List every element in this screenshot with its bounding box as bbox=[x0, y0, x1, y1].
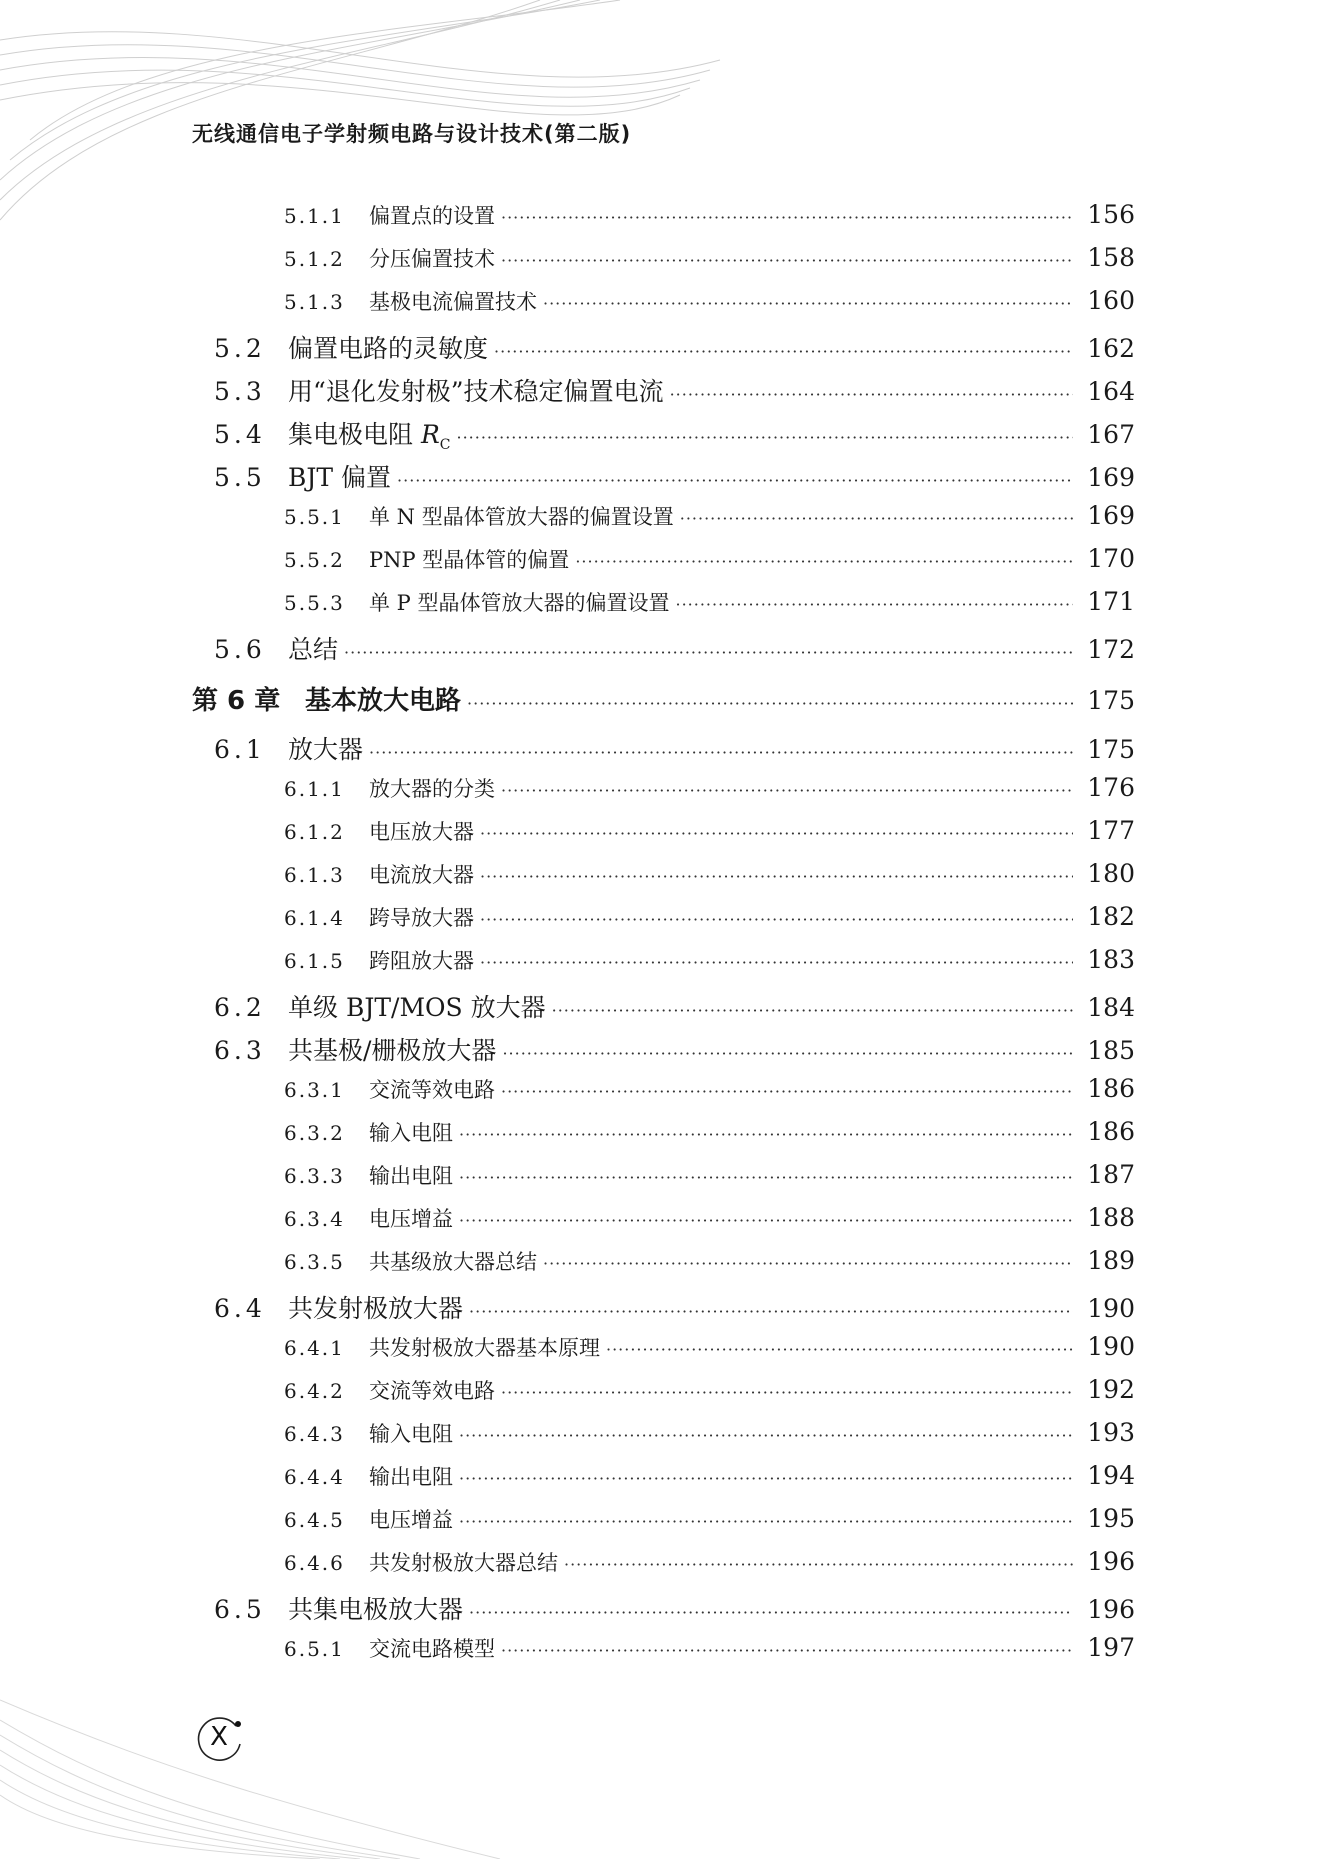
toc-entry-number: 6.4 bbox=[214, 1294, 266, 1323]
toc-entry[interactable] bbox=[0, 630, 1331, 666]
toc-leader-dots bbox=[480, 953, 1073, 972]
toc-leader-dots bbox=[502, 1044, 1073, 1063]
toc-entry[interactable] bbox=[0, 988, 1331, 1024]
toc-entry-title-text: 交流等效电路 bbox=[369, 1078, 495, 1102]
toc-entry-page: 187 bbox=[1087, 1160, 1135, 1189]
toc-leader-dots bbox=[501, 1641, 1073, 1660]
toc-entry[interactable] bbox=[0, 458, 1331, 494]
toc-entry-title-text: 基极电流偏置技术 bbox=[369, 290, 537, 314]
toc-entry[interactable] bbox=[0, 680, 1331, 717]
toc-entry-page: 176 bbox=[1087, 773, 1135, 802]
toc-leader-dots bbox=[680, 509, 1073, 528]
toc-entry-title-text: 集电极电阻 R bbox=[288, 420, 440, 449]
toc-entry-number: 6.1.4 bbox=[284, 906, 345, 930]
toc-entry[interactable] bbox=[0, 1289, 1331, 1325]
toc-leader-dots bbox=[552, 1001, 1073, 1020]
bottom-swoosh bbox=[0, 1700, 500, 1859]
toc-entry-number: 6.3.5 bbox=[284, 1250, 345, 1274]
toc-entry[interactable] bbox=[0, 730, 1331, 766]
toc-entry-title-text: 输入电阻 bbox=[369, 1121, 453, 1145]
toc-entry[interactable] bbox=[0, 1031, 1331, 1067]
toc-entry[interactable] bbox=[0, 1375, 1331, 1405]
toc-entry-number: 6.3.3 bbox=[284, 1164, 345, 1188]
top-swoosh bbox=[0, 0, 720, 220]
toc-entry-title bbox=[288, 1289, 463, 1325]
toc-leader-dots bbox=[564, 1555, 1073, 1574]
toc-entry[interactable] bbox=[0, 773, 1331, 803]
toc-entry-title bbox=[369, 544, 569, 574]
toc-leader-dots bbox=[459, 1125, 1073, 1144]
toc-entry-number: 6.1 bbox=[214, 735, 266, 764]
toc-entry-title bbox=[369, 859, 474, 889]
toc-entry[interactable] bbox=[0, 415, 1331, 453]
toc-entry-title-text: 共基级放大器总结 bbox=[369, 1250, 537, 1274]
toc-entry-title-text: 电压增益 bbox=[369, 1207, 453, 1231]
toc-entry[interactable] bbox=[0, 1332, 1331, 1362]
toc-entry-page: 196 bbox=[1087, 1547, 1135, 1576]
toc-entry-title bbox=[369, 1461, 453, 1491]
toc-entry-number: 6.2 bbox=[214, 993, 266, 1022]
toc-leader-dots bbox=[459, 1469, 1073, 1488]
toc-entry-page: 162 bbox=[1087, 334, 1135, 363]
toc-entry-title-text: 输出电阻 bbox=[369, 1465, 453, 1489]
toc-entry[interactable] bbox=[0, 501, 1331, 531]
toc-entry-title-text: 分压偏置技术 bbox=[369, 247, 495, 271]
toc-leader-dots bbox=[480, 867, 1073, 886]
toc-entry-title-text: 单 N 型晶体管放大器的偏置设置 bbox=[369, 505, 674, 529]
toc-leader-dots bbox=[543, 294, 1073, 313]
toc-leader-dots bbox=[575, 552, 1073, 571]
toc-entry-number: 6.5 bbox=[214, 1595, 266, 1624]
toc-entry-page: 184 bbox=[1087, 993, 1135, 1022]
toc-leader-dots bbox=[501, 781, 1073, 800]
toc-entry-title-text: 跨阻放大器 bbox=[369, 949, 474, 973]
toc-entry-title bbox=[288, 372, 664, 408]
toc-entry-page: 169 bbox=[1087, 501, 1135, 530]
toc-entry-title-text: 跨导放大器 bbox=[369, 906, 474, 930]
toc-entry-title bbox=[369, 1160, 453, 1190]
toc-entry-title bbox=[288, 630, 338, 666]
toc-entry-number: 第 6 章 bbox=[192, 686, 281, 716]
toc-entry[interactable] bbox=[0, 1160, 1331, 1190]
toc-entry[interactable] bbox=[0, 1547, 1331, 1577]
toc-entry-page: 156 bbox=[1087, 200, 1135, 229]
toc-entry-number: 6.1.2 bbox=[284, 820, 345, 844]
toc-leader-dots bbox=[397, 471, 1073, 490]
toc-entry-number: 5.1.1 bbox=[284, 204, 345, 228]
toc-entry-page: 175 bbox=[1087, 735, 1135, 764]
toc-entry-number: 5.4 bbox=[214, 420, 266, 449]
toc-entry-number: 6.4.5 bbox=[284, 1508, 345, 1532]
toc-entry-title-text: 偏置点的设置 bbox=[369, 204, 495, 228]
toc-entry[interactable] bbox=[0, 587, 1331, 617]
toc-entry[interactable] bbox=[0, 1633, 1331, 1663]
toc-entry-number: 5.5.2 bbox=[284, 548, 345, 572]
toc-entry-title bbox=[288, 730, 363, 766]
toc-entry-page: 175 bbox=[1087, 686, 1135, 715]
toc-leader-dots bbox=[480, 910, 1073, 929]
toc-leader-dots bbox=[501, 1383, 1073, 1402]
toc-entry-title-text: 偏置电路的灵敏度 bbox=[288, 334, 489, 363]
toc-entry-page: 196 bbox=[1087, 1595, 1135, 1624]
toc-entry[interactable] bbox=[0, 945, 1331, 975]
toc-entry-title-text: 输入电阻 bbox=[369, 1422, 453, 1446]
toc-entry-title bbox=[369, 902, 474, 932]
toc-entry-title-subscript: C bbox=[439, 437, 451, 453]
toc-entry-title bbox=[369, 1332, 600, 1362]
toc-leader-dots bbox=[369, 743, 1073, 762]
toc-entry-page: 180 bbox=[1087, 859, 1135, 888]
toc-entry-title bbox=[288, 458, 391, 494]
toc-entry-number: 6.4.4 bbox=[284, 1465, 345, 1489]
toc-entry-title-text: 交流电路模型 bbox=[369, 1637, 495, 1661]
toc-entry-title-text: 电流放大器 bbox=[369, 863, 474, 887]
toc-leader-dots bbox=[467, 694, 1073, 713]
toc-entry-page: 185 bbox=[1087, 1036, 1135, 1065]
toc-entry-title-text: BJT 偏置 bbox=[288, 463, 392, 492]
toc-entry-page: 194 bbox=[1087, 1461, 1135, 1490]
toc-leader-dots bbox=[459, 1211, 1073, 1230]
toc-entry[interactable] bbox=[0, 1203, 1331, 1233]
toc-leader-dots bbox=[480, 824, 1073, 843]
toc-entry-title-text: 总结 bbox=[288, 635, 339, 664]
toc-entry-number: 6.4.2 bbox=[284, 1379, 345, 1403]
toc-entry-title-text: 电压放大器 bbox=[369, 820, 474, 844]
toc-entry-number: 6.4.3 bbox=[284, 1422, 345, 1446]
toc-entry-number: 6.4.6 bbox=[284, 1551, 345, 1575]
toc-entry-title bbox=[369, 587, 669, 617]
toc-entry-number: 6.4.1 bbox=[284, 1336, 345, 1360]
toc-entry-page: 170 bbox=[1087, 544, 1135, 573]
toc-entry-title bbox=[369, 816, 474, 846]
toc-leader-dots bbox=[459, 1426, 1073, 1445]
toc-entry-title-text: 共发射极放大器 bbox=[288, 1294, 464, 1323]
toc-leader-dots bbox=[501, 1082, 1073, 1101]
toc-entry[interactable] bbox=[0, 372, 1331, 408]
toc-entry-title bbox=[288, 988, 546, 1024]
toc-entry-title-text: 用“退化发射极”技术稳定偏置电流 bbox=[288, 377, 664, 406]
toc-entry-number: 6.1.3 bbox=[284, 863, 345, 887]
toc-entry-number: 5.1.3 bbox=[284, 290, 345, 314]
toc-entry-title bbox=[369, 1504, 453, 1534]
toc-entry[interactable] bbox=[0, 286, 1331, 316]
toc-entry[interactable] bbox=[0, 1461, 1331, 1491]
toc-entry-title-text: 共集电极放大器 bbox=[288, 1595, 464, 1624]
toc-entry-title bbox=[288, 1590, 463, 1626]
toc-entry[interactable] bbox=[0, 544, 1331, 574]
toc-entry-title-text: 共发射极放大器总结 bbox=[369, 1551, 558, 1575]
toc-entry-title-text: 共基极/栅极放大器 bbox=[288, 1036, 497, 1065]
toc-entry-page: 189 bbox=[1087, 1246, 1135, 1275]
toc-entry-page: 190 bbox=[1087, 1332, 1135, 1361]
toc-entry-title bbox=[369, 773, 495, 803]
toc-entry-number: 5.3 bbox=[214, 377, 266, 406]
toc-entry-page: 167 bbox=[1087, 420, 1135, 449]
toc-leader-dots bbox=[606, 1340, 1073, 1359]
toc-entry-title bbox=[369, 200, 495, 230]
toc-entry-number: 6.3.4 bbox=[284, 1207, 345, 1231]
toc-entry-title-text: 交流等效电路 bbox=[369, 1379, 495, 1403]
toc-entry-title-symbol: R bbox=[420, 420, 440, 449]
toc-entry-page: 160 bbox=[1087, 286, 1135, 315]
running-header: 无线通信电子学射频电路与设计技术(第二版) bbox=[192, 122, 632, 146]
toc-entry-title bbox=[288, 1031, 496, 1067]
toc-entry-page: 164 bbox=[1087, 377, 1135, 406]
toc-entry-title-text: 单级 BJT/MOS 放大器 bbox=[288, 993, 546, 1022]
toc-entry-number: 5.2 bbox=[214, 334, 266, 363]
toc-entry-number: 5.5.1 bbox=[284, 505, 345, 529]
toc-entry-number: 6.3.1 bbox=[284, 1078, 345, 1102]
toc-entry[interactable] bbox=[0, 1117, 1331, 1147]
toc-entry-page: 186 bbox=[1087, 1117, 1135, 1146]
toc-entry-title bbox=[369, 1246, 537, 1276]
toc-entry-title bbox=[369, 286, 537, 316]
toc-entry-title-text: 单 P 型晶体管放大器的偏置设置 bbox=[369, 591, 670, 615]
toc-entry-number: 6.1.5 bbox=[284, 949, 345, 973]
toc-entry-page: 190 bbox=[1087, 1294, 1135, 1323]
toc-entry-title bbox=[288, 415, 451, 453]
toc-entry-title bbox=[369, 501, 674, 531]
toc-entry-page: 197 bbox=[1087, 1633, 1135, 1662]
toc-entry-title-text: 放大器 bbox=[288, 735, 364, 764]
toc-entry-number: 5.6 bbox=[214, 635, 266, 664]
page-folio bbox=[196, 1714, 248, 1766]
toc-entry-title-text: 放大器的分类 bbox=[369, 777, 495, 801]
toc-leader-dots bbox=[457, 428, 1074, 447]
toc-entry[interactable] bbox=[0, 1504, 1331, 1534]
toc-leader-dots bbox=[469, 1302, 1073, 1321]
toc-entry-title-text: 共发射极放大器基本原理 bbox=[369, 1336, 600, 1360]
toc-entry-title bbox=[369, 243, 495, 273]
toc-entry-title bbox=[369, 1547, 558, 1577]
toc-entry-title bbox=[369, 1418, 453, 1448]
toc-entry-page: 195 bbox=[1087, 1504, 1135, 1533]
toc-leader-dots bbox=[459, 1512, 1073, 1531]
toc-entry-page: 186 bbox=[1087, 1074, 1135, 1103]
toc-entry-number: 6.3.2 bbox=[284, 1121, 345, 1145]
toc-entry-page: 172 bbox=[1087, 635, 1135, 664]
toc-entry-title-text: PNP 型晶体管的偏置 bbox=[369, 548, 570, 572]
toc-leader-dots bbox=[501, 208, 1073, 227]
toc-entry-title bbox=[288, 329, 488, 365]
toc-entry-title bbox=[369, 1074, 495, 1104]
toc-entry-page: 188 bbox=[1087, 1203, 1135, 1232]
toc-entry-title bbox=[369, 1633, 495, 1663]
toc-leader-dots bbox=[459, 1168, 1073, 1187]
toc-entry-number: 5.5 bbox=[214, 463, 266, 492]
toc-entry-page: 183 bbox=[1087, 945, 1135, 974]
toc-leader-dots bbox=[543, 1254, 1073, 1273]
toc-leader-dots bbox=[675, 595, 1073, 614]
toc-leader-dots bbox=[494, 342, 1073, 361]
toc-entry[interactable] bbox=[0, 329, 1331, 365]
toc-entry-page: 182 bbox=[1087, 902, 1135, 931]
toc-entry-page: 171 bbox=[1087, 587, 1135, 616]
toc-leader-dots bbox=[670, 385, 1073, 404]
page-number: X bbox=[210, 1722, 228, 1752]
toc-entry-title-text: 电压增益 bbox=[369, 1508, 453, 1532]
toc-entry-page: 177 bbox=[1087, 816, 1135, 845]
toc-entry-number: 5.5.3 bbox=[284, 591, 345, 615]
toc-entry[interactable] bbox=[0, 1246, 1331, 1276]
toc-entry-page: 169 bbox=[1087, 463, 1135, 492]
toc-entry[interactable] bbox=[0, 816, 1331, 846]
toc-entry-title bbox=[369, 1117, 453, 1147]
toc-entry-page: 158 bbox=[1087, 243, 1135, 272]
toc-entry-title bbox=[305, 680, 461, 717]
toc-entry-page: 193 bbox=[1087, 1418, 1135, 1447]
toc-leader-dots bbox=[344, 643, 1073, 662]
toc-entry-title-text: 基本放大电路 bbox=[305, 686, 462, 716]
toc-entry-title-text: 输出电阻 bbox=[369, 1164, 453, 1188]
toc-entry[interactable] bbox=[0, 200, 1331, 230]
toc-entry-title bbox=[369, 1375, 495, 1405]
toc-entry[interactable] bbox=[0, 1418, 1331, 1448]
toc-entry-number: 6.1.1 bbox=[284, 777, 345, 801]
toc-entry-title bbox=[369, 1203, 453, 1233]
toc-entry[interactable] bbox=[0, 902, 1331, 932]
toc-entry-number: 5.1.2 bbox=[284, 247, 345, 271]
toc-leader-dots bbox=[469, 1603, 1073, 1622]
toc-entry[interactable] bbox=[0, 1590, 1331, 1626]
toc-entry-title bbox=[369, 945, 474, 975]
toc-entry-number: 6.5.1 bbox=[284, 1637, 345, 1661]
toc-entry[interactable] bbox=[0, 243, 1331, 273]
toc-entry[interactable] bbox=[0, 1074, 1331, 1104]
toc-entry-number: 6.3 bbox=[214, 1036, 266, 1065]
toc-entry-page: 192 bbox=[1087, 1375, 1135, 1404]
toc-entry[interactable] bbox=[0, 859, 1331, 889]
toc-leader-dots bbox=[501, 251, 1073, 270]
